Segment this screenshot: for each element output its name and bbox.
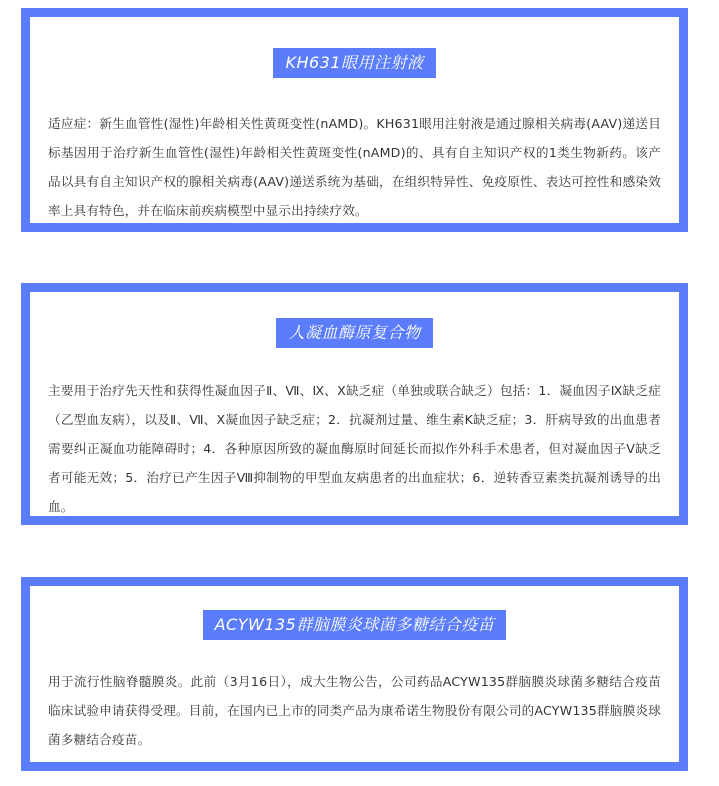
drug-card-kh631 <box>21 8 688 232</box>
card-title: 人凝血酶原复合物 <box>276 318 432 348</box>
card-title: ACYW135群脑膜炎球菌多糖结合疫苗 <box>203 610 507 640</box>
card-body: 主要用于治疗先天性和获得性凝血因子Ⅱ、Ⅶ、Ⅸ、Ⅹ缺乏症（单独或联合缺乏）包括：1．凝血因子Ⅸ缺乏症（乙型血友病），以及Ⅱ、Ⅶ、Ⅹ凝血因子缺乏症；2．抗凝剂过量、维生素K缺乏症；3．肝病导致的出血患者需要纠正凝血功能障碍时；4．各种原因所致的凝血酶原时间延长而拟作外科手术患者，但对凝血因子V缺乏者可能无效；5．治疗已产生因子Ⅷ抑制物的甲型血友病患者的出血症状；6．逆转香豆素类抗凝剂诱导的出血。 <box>48 383 661 514</box>
card-title-wrap <box>30 48 679 78</box>
drug-card-prothrombin-complex <box>21 283 688 525</box>
drug-card-acyw135-vaccine <box>21 577 688 771</box>
card-body: 用于流行性脑脊髓膜炎。此前（3月16日），成大生物公告，公司药品ACYW135群脑膜炎球菌多糖结合疫苗临床试验申请获得受理。目前，在国内已上市的同类产品为康希诺生物股份有限公司的ACYW135群脑膜炎球菌多糖结合疫苗。 <box>48 674 661 747</box>
card-body: 适应症：新生血管性(湿性)年龄相关性黄斑变性(nAMD)。KH631眼用注射液是通过腺相关病毒(AAV)递送目标基因用于治疗新生血管性(湿性)年龄相关性黄斑变性(nAMD)的、具有自主知识产权的1类生物新药。该产品以具有自主知识产权的腺相关病毒(AAV)递送系统为基础，在组织特异性、免疫原性、表达可控性和感染效率上具有特色，并在临床前疾病模型中显示出持续疗效。 <box>48 116 661 218</box>
card-title-wrap <box>30 610 679 640</box>
card-title: KH631眼用注射液 <box>273 48 435 78</box>
card-title-wrap <box>30 318 679 348</box>
